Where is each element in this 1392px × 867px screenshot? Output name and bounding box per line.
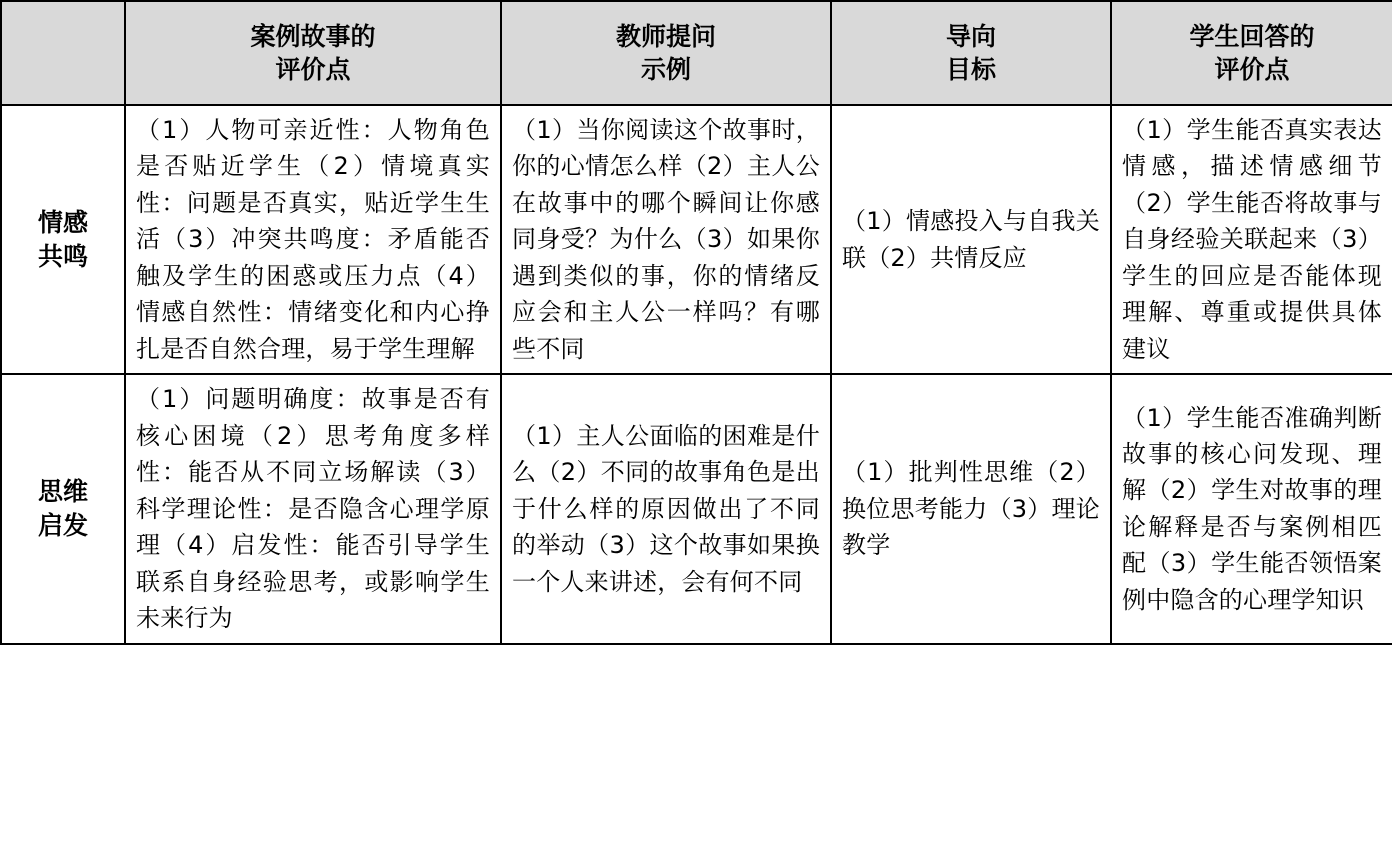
cell-answer-points: [1111, 105, 1392, 374]
row-category-thinking-inspiration: [1, 374, 125, 643]
cell-story-points: [125, 105, 501, 374]
cell-answer-points: [1111, 374, 1392, 643]
answer-points-text: （1）学生能否准确判断故事的核心问发现、理解（2）学生对故事的理论解释是否与案例相匹配（3）学生能否领悟案例中隐含的心理学知识: [1122, 403, 1382, 614]
header-cell-answer-points: [1111, 1, 1392, 105]
header-answer-line1: 学生回答的: [1189, 22, 1315, 51]
table-body: [1, 105, 1392, 644]
category-line2: 共鸣: [37, 241, 88, 271]
row-category-emotional-resonance: [1, 105, 125, 374]
table-header: [1, 1, 1392, 105]
cell-goals: [831, 105, 1111, 374]
header-ask-line1: 教师提问: [615, 22, 716, 51]
teacher-questions-text: （1）主人公面临的困难是什么（2）不同的故事角色是出于什么样的原因做出了不同的举动（3）这个故事如果换一个人来讲述，会有何不同: [512, 421, 820, 596]
header-goal-line2: 目标: [945, 55, 996, 84]
cell-teacher-questions: [501, 374, 831, 643]
category-line1: 情感: [37, 207, 88, 237]
cell-goals: [831, 374, 1111, 643]
header-cell-teacher-questions: [501, 1, 831, 105]
header-answer-line2: 评价点: [1214, 55, 1290, 84]
table-row: [1, 374, 1392, 643]
answer-points-text: （1）学生能否真实表达情感，描述情感细节（2）学生能否将故事与自身经验关联起来（3）学生的回应是否能体现理解、尊重或提供具体建议: [1122, 116, 1382, 363]
teacher-questions-text: （1）当你阅读这个故事时，你的心情怎么样（2）主人公在故事中的哪个瞬间让你感同身受？为什么（3）如果你遇到类似的事，你的情绪反应会和主人公一样吗？有哪些不同: [512, 116, 820, 363]
header-goal-line1: 导向: [945, 22, 996, 51]
story-points-text: （1）人物可亲近性：人物角色是否贴近学生（2）情境真实性：问题是否真实，贴近学生生活（3）冲突共鸣度：矛盾能否触及学生的困惑或压力点（4）情感自然性：情绪变化和内心挣扎是否自然合理，易于学生理解: [136, 116, 490, 363]
header-story-line2: 评价点: [275, 55, 351, 84]
header-cell-category: [1, 1, 125, 105]
category-line1: 思维: [37, 477, 88, 507]
table-row: [1, 105, 1392, 374]
cell-story-points: [125, 374, 501, 643]
header-cell-goal: [831, 1, 1111, 105]
header-row: [1, 1, 1392, 105]
header-story-line1: 案例故事的: [250, 22, 376, 51]
category-line2: 启发: [37, 510, 88, 540]
cell-teacher-questions: [501, 105, 831, 374]
header-ask-line2: 示例: [640, 55, 691, 84]
goals-text: （1）情感投入与自我关联（2）共情反应: [842, 207, 1100, 272]
goals-text: （1）批判性思维（2）换位思考能力（3）理论教学: [842, 458, 1100, 560]
story-points-text: （1）问题明确度：故事是否有核心困境（2）思考角度多样性：能否从不同立场解读（3）科学理论性：是否隐含心理学原理（4）启发性：能否引导学生联系自身经验思考，或影响学生未来行为: [136, 385, 490, 633]
header-cell-story-points: [125, 1, 501, 105]
